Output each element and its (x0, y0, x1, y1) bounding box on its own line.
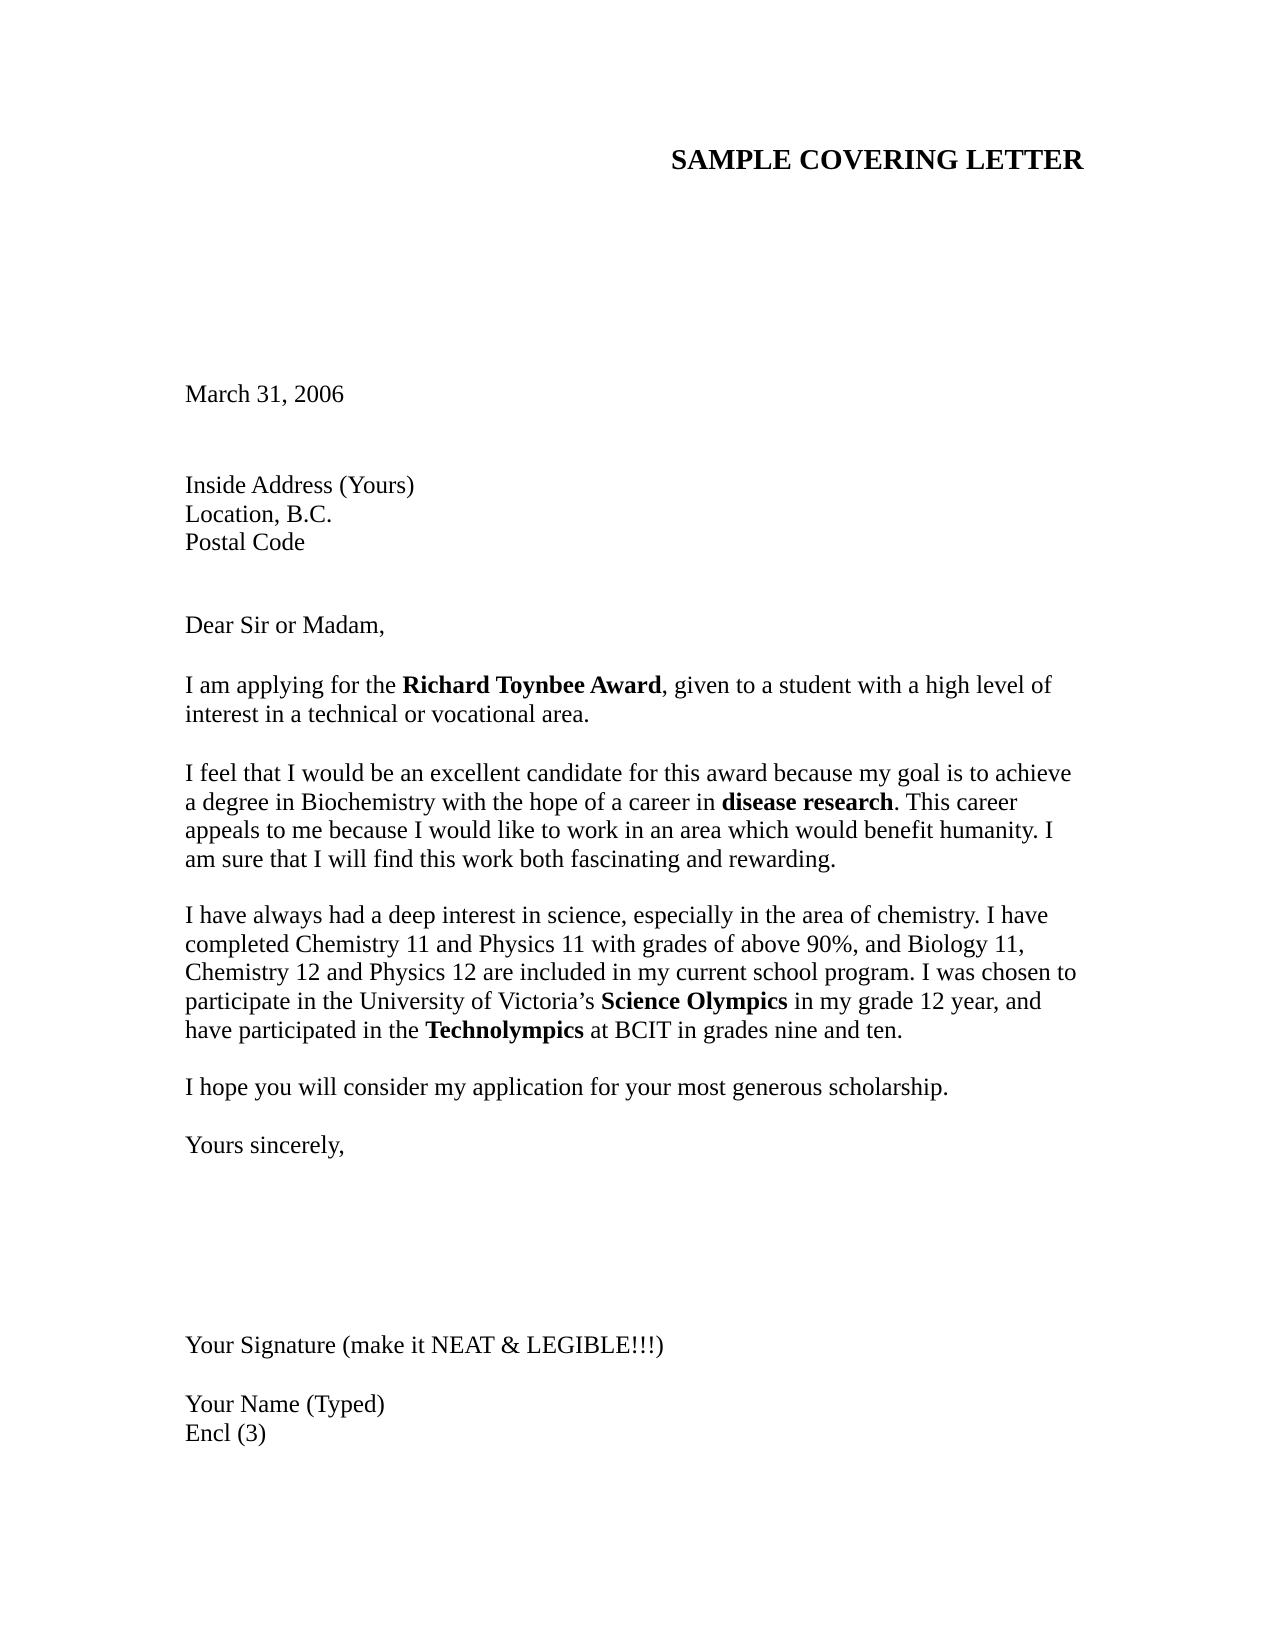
bold-technolympics: Technolympics (425, 1016, 585, 1044)
paragraph-text (185, 760, 1080, 875)
address-block (185, 472, 1080, 558)
closing-line: Yours sincerely, (185, 1132, 345, 1159)
paragraph-segment: . This career appeals to me because I would like to work in an area which would benefit humanity. I am sure that I will find this work both fascinating and rewarding. (185, 788, 1054, 874)
paragraph-segment: at BCIT in grades nine and ten. (584, 1016, 903, 1044)
name-enclosure-block (185, 1391, 1080, 1448)
paragraph-text (185, 1074, 1080, 1103)
paragraph-segment: I hope you will consider my application for your most generous scholarship. (185, 1074, 949, 1101)
date-line: March 31, 2006 (185, 381, 344, 408)
bold-award-name: Richard Toynbee Award (402, 672, 662, 699)
address-line-2: Location, B.C. (185, 500, 333, 528)
address-line-1: Inside Address (Yours) (185, 472, 415, 499)
paragraph-text (185, 902, 1080, 1046)
paragraph-segment: I am applying for the (185, 672, 403, 699)
paragraph-segment: I feel that I would be an excellent candidate for this award because my goal is to achieve a degree in Biochemistry with the hope of a career in (185, 760, 1072, 816)
body-paragraph-1 (185, 672, 1080, 729)
paragraph-segment: , given to a student with a high level of interest in a technical or vocational area. (185, 672, 1052, 728)
salutation: Dear Sir or Madam, (185, 612, 385, 639)
bold-science-olympics: Science Olympics (600, 988, 788, 1016)
paragraph-segment: I have always had a deep interest in science, especially in the area of chemistry. I have completed Chemistry 11 and Physics 11 with grades of above 90%, and Biology 11, Chemistry 12 and Physics 12 are included in my current school program. I was chosen to participate in the University of Victoria’s (185, 902, 1077, 1016)
enclosure-line: Encl (3) (185, 1419, 267, 1447)
body-paragraph-3 (185, 902, 1080, 1046)
bold-career-field: disease research (721, 788, 894, 816)
paragraph-segment: in my grade 12 year, and have participated in the (185, 988, 1042, 1044)
signature-placeholder-line: Your Signature (make it NEAT & LEGIBLE!!!) (185, 1332, 664, 1359)
body-paragraph-2 (185, 760, 1080, 875)
document-title: SAMPLE COVERING LETTER (671, 144, 1084, 176)
address-line-3: Postal Code (185, 529, 306, 557)
paragraph-text (185, 672, 1080, 729)
typed-name-line: Your Name (Typed) (185, 1391, 385, 1418)
body-paragraph-4 (185, 1074, 1080, 1103)
